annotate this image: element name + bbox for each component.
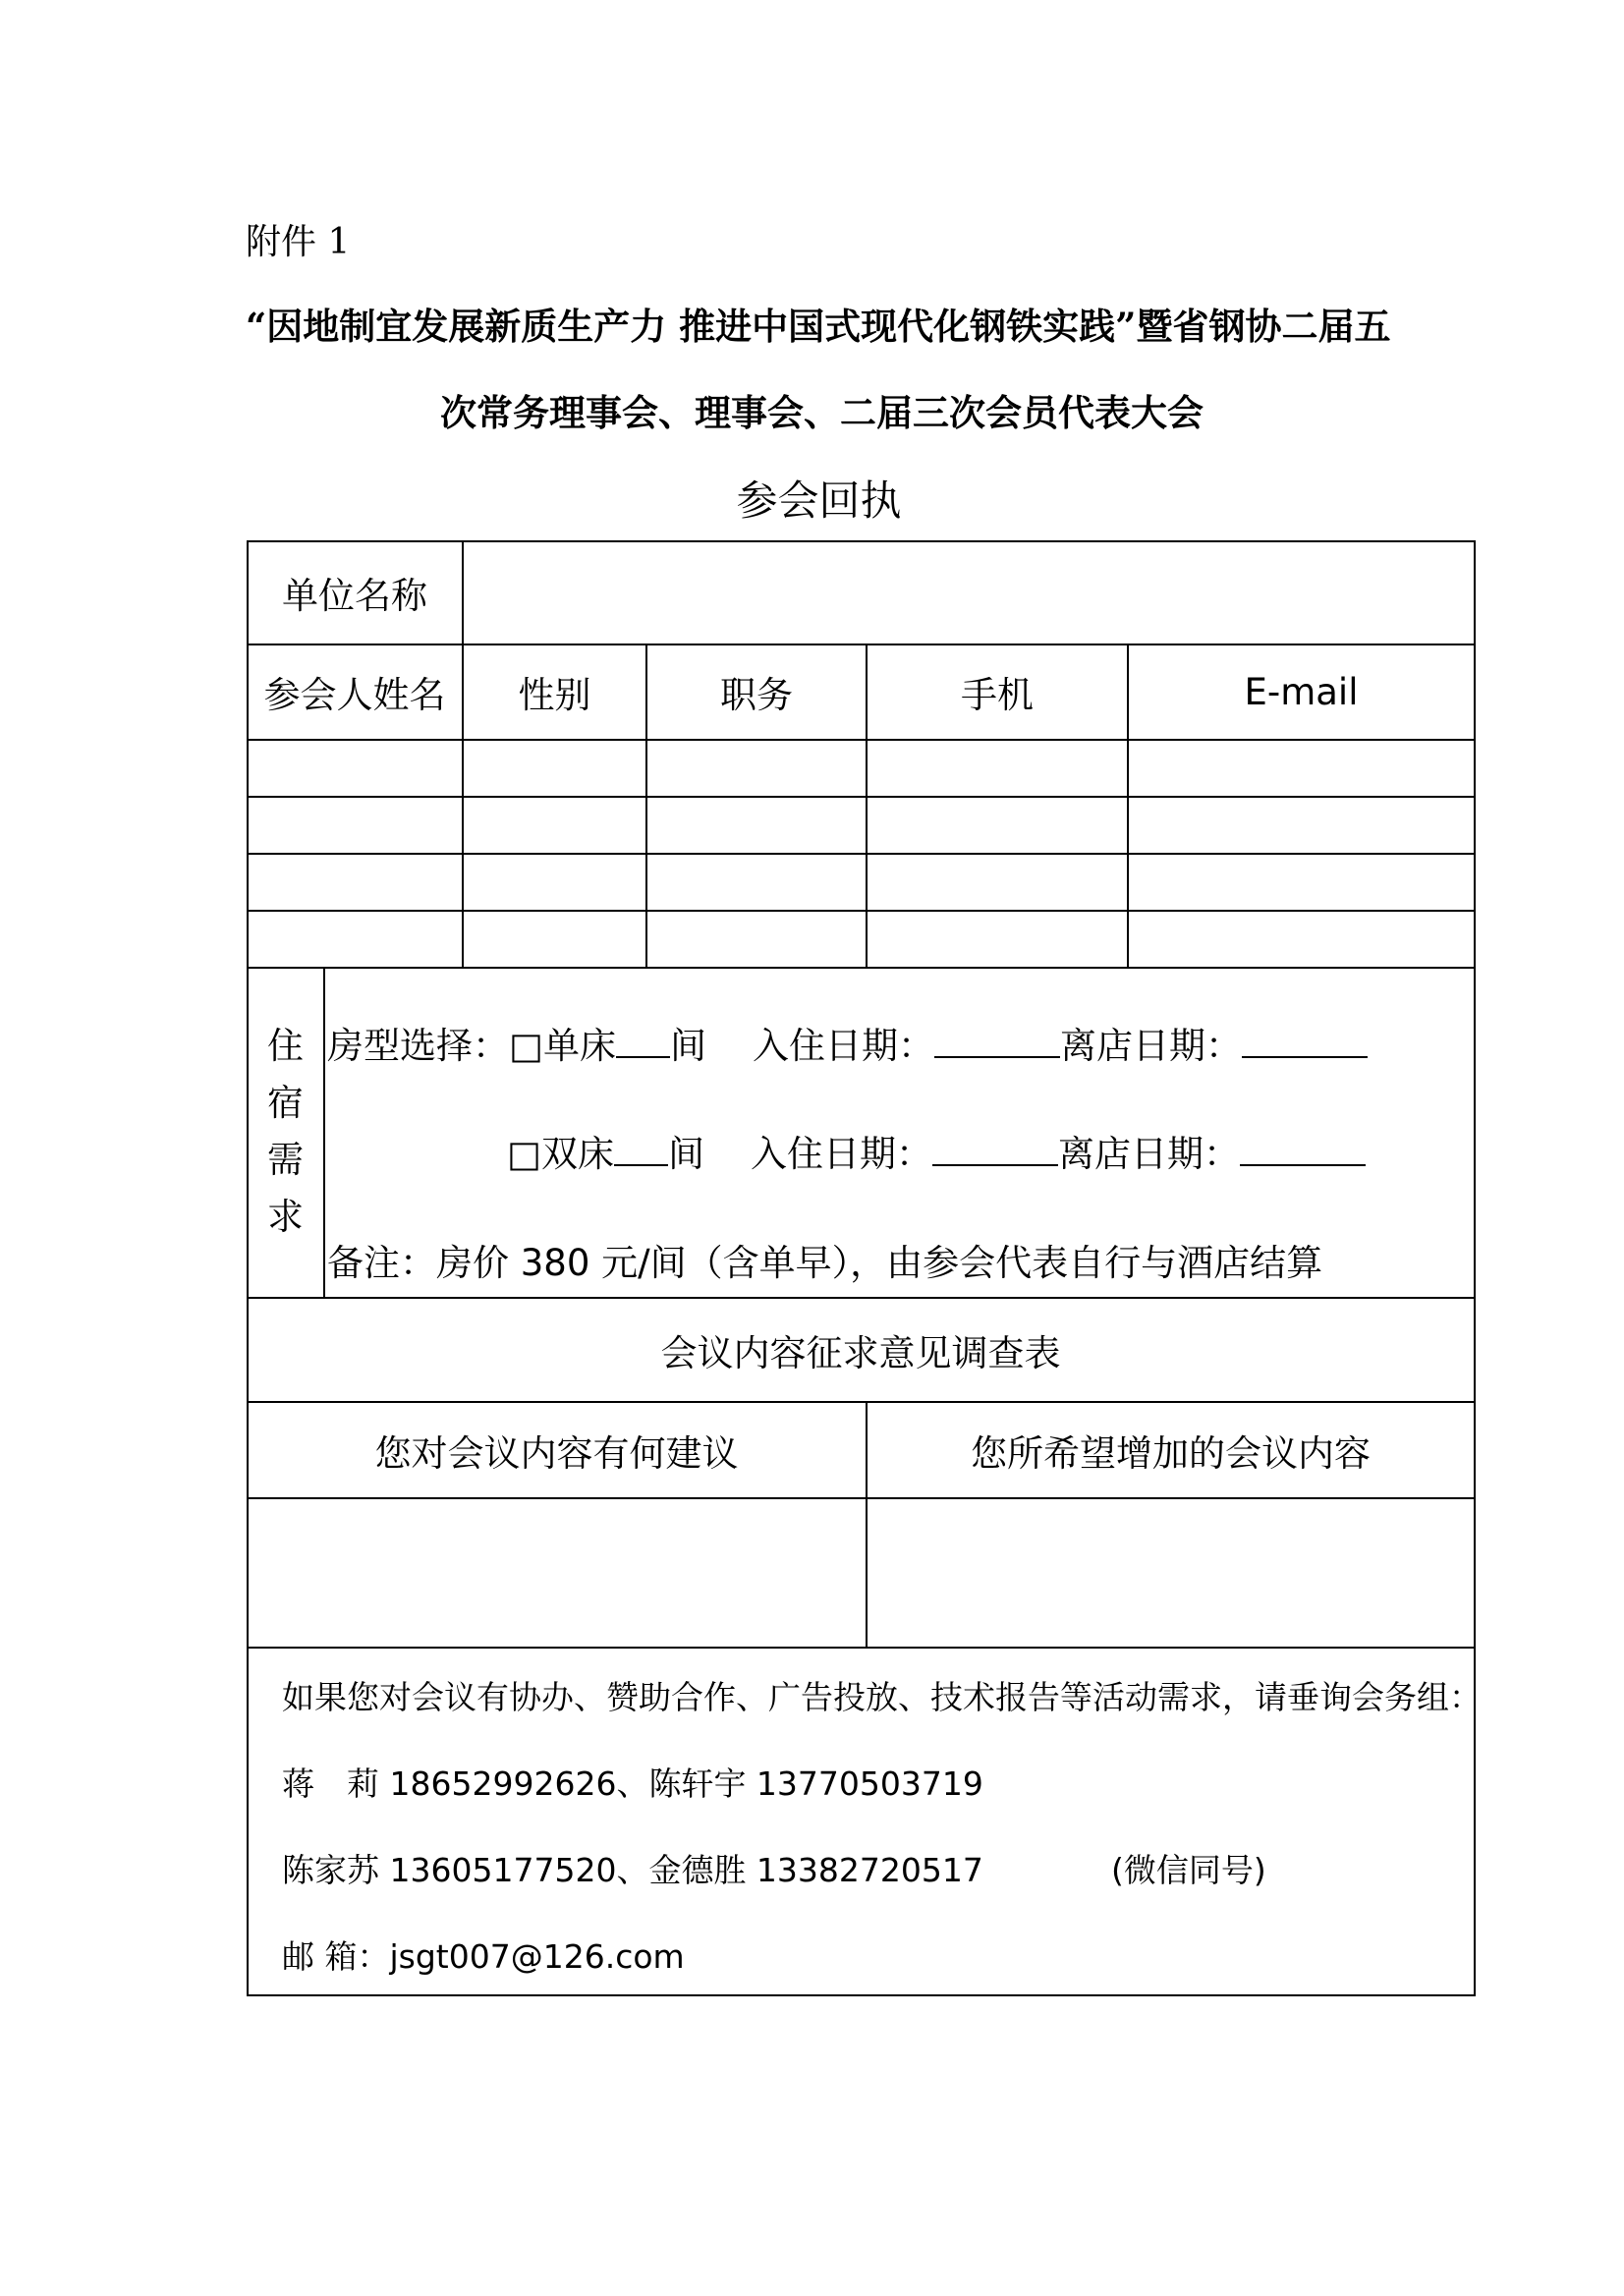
single-checkout-date-field[interactable] [1242,1025,1368,1058]
hotel-section-label [247,967,324,1297]
contact-line1: 蒋 莉 18652992626、陈轩宇 13770503719 [282,1764,983,1803]
attendee-name-cell[interactable] [247,739,463,796]
attendee-position-cell[interactable] [646,739,867,796]
org-name-field[interactable] [463,540,1475,644]
attendee-email-cell[interactable] [1128,910,1475,967]
attendee-gender-cell[interactable] [463,910,646,967]
survey-title: 会议内容征求意见调查表 [660,1331,1061,1374]
attendee-name-cell[interactable] [247,796,463,853]
survey-additional-content-field[interactable] [867,1497,1475,1648]
hotel-label-char: 宿 [267,1082,304,1124]
hotel-label-char: 求 [267,1196,304,1238]
attendee-gender-cell[interactable] [463,853,646,910]
checkin-label: 入住日期： [753,1025,935,1067]
hotel-label-char: 需 [267,1139,304,1181]
single-checkin-date-field[interactable] [934,1025,1060,1058]
attendee-email-cell[interactable] [1128,853,1475,910]
contact-line2: 陈家苏 13605177520、金德胜 13382720517 [282,1851,983,1889]
row-divider [247,967,1476,969]
attendee-gender-cell[interactable] [463,796,646,853]
room-unit: 间 [667,1133,704,1175]
wechat-note: (微信同号) [1111,1851,1266,1889]
attendee-name-cell[interactable] [247,910,463,967]
survey-col1-header: 您对会议内容有何建议 [374,1431,739,1475]
document-title-line2: 次常务理事会、理事会、二届三次会员代表大会 [440,391,1204,434]
contact-email: 邮 箱：jsgt007@126.com [282,1937,685,1976]
contact-intro: 如果您对会议有协办、赞助合作、广告投放、技术报告等活动需求，请垂询会务组： [282,1678,1482,1716]
registration-form-table [247,540,1482,1996]
attendee-gender-cell[interactable] [463,739,646,796]
attendee-phone-cell[interactable] [867,739,1128,796]
org-name-label: 单位名称 [282,575,427,617]
attendee-phone-cell[interactable] [867,910,1128,967]
attendee-position-cell[interactable] [646,853,867,910]
survey-suggestion-field[interactable] [247,1497,867,1648]
col-header-gender: 性别 [518,674,591,716]
double-checkin-date-field[interactable] [932,1133,1058,1166]
col-header-name: 参会人姓名 [263,674,446,716]
double-room-checkbox[interactable]: □双床 [507,1133,614,1175]
attendee-phone-cell[interactable] [867,853,1128,910]
checkin-label: 入住日期： [751,1133,933,1175]
checkout-label: 离店日期： [1060,1025,1243,1067]
survey-col2-header: 您所希望增加的会议内容 [971,1431,1371,1475]
attendee-email-cell[interactable] [1128,796,1475,853]
table-border-bottom [247,1994,1476,1996]
attendee-phone-cell[interactable] [867,796,1128,853]
hotel-label-char: 住 [267,1025,304,1067]
double-checkout-date-field[interactable] [1240,1133,1366,1166]
col-header-position: 职务 [720,674,793,716]
hotel-double-room-line [507,1124,1366,1177]
room-type-label: 房型选择： [327,1025,509,1067]
double-room-count-field[interactable] [614,1133,668,1166]
attendee-position-cell[interactable] [646,796,867,853]
hotel-single-room-line [327,1016,1368,1069]
room-unit: 间 [669,1025,706,1067]
attendee-email-cell[interactable] [1128,739,1475,796]
form-title: 参会回执 [736,476,902,525]
document-title-line1: “因地制宜发展新质生产力 推进中国式现代化钢铁实践”暨省钢协二届五 [246,305,1391,348]
col-header-phone: 手机 [961,674,1034,716]
hotel-note: 备注：房价 380 元/间（含单早），由参会代表自行与酒店结算 [327,1242,1323,1284]
attachment-label: 附件 1 [246,222,351,262]
col-header-email: E-mail [1244,670,1359,713]
checkout-label: 离店日期： [1058,1133,1241,1175]
attendee-name-cell[interactable] [247,853,463,910]
single-room-checkbox[interactable]: □单床 [509,1025,616,1067]
single-room-count-field[interactable] [616,1025,670,1058]
attendee-position-cell[interactable] [646,910,867,967]
